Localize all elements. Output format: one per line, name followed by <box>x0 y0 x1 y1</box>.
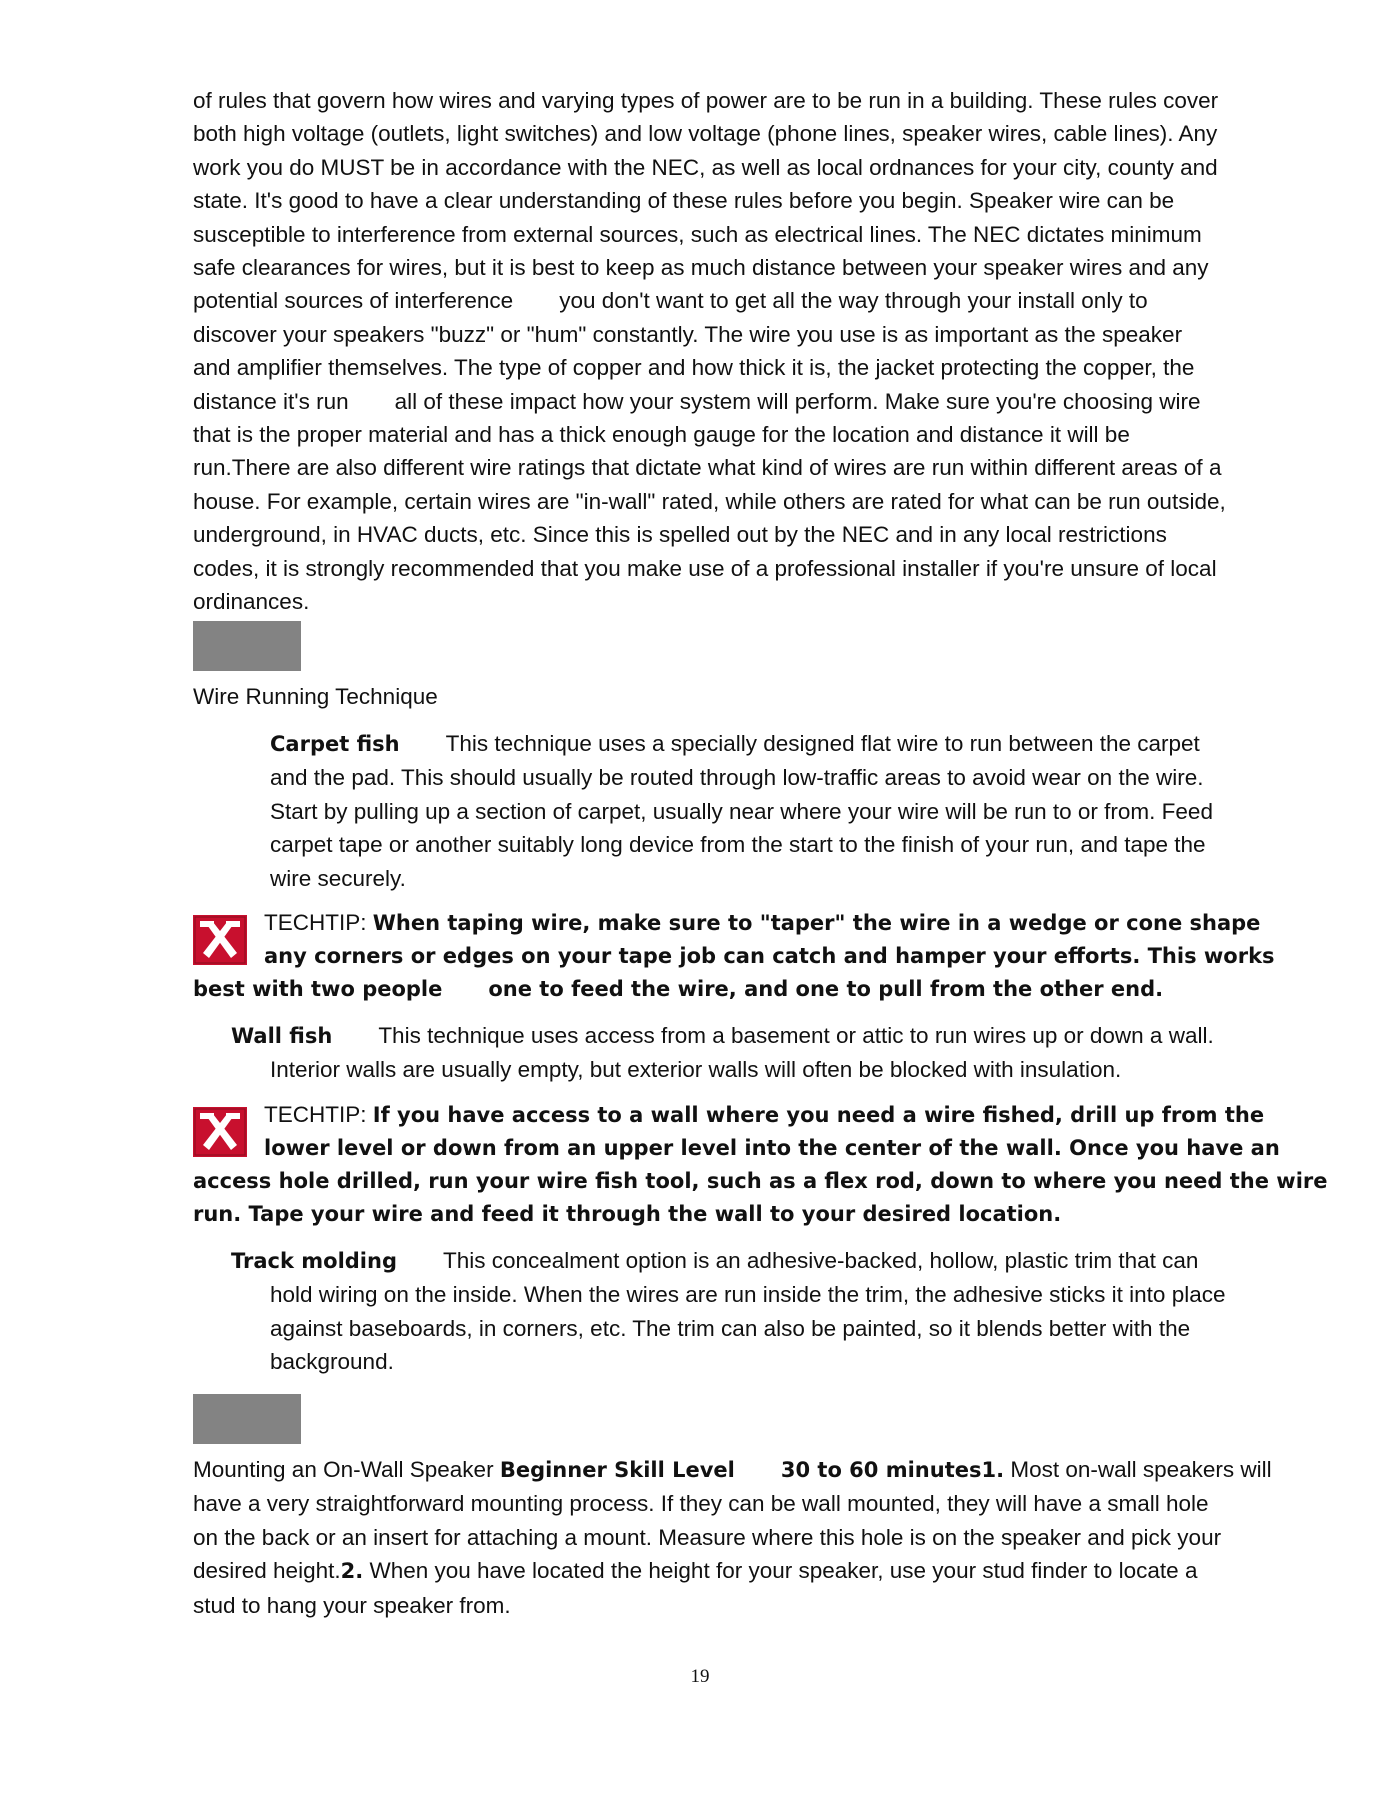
step-text: When you have located the height for your speaker, use your stud finder to locate a <box>363 1558 1198 1584</box>
step-text: desired height. <box>193 1558 341 1584</box>
section-heading: Mounting an On-Wall Speaker <box>193 1457 500 1482</box>
step-line: stud to hang your speaker from. <box>193 1592 511 1618</box>
intro-line: codes, it is strongly recommended that you make use of a professional installer if you're unsure of local <box>193 555 1217 581</box>
intro-text: distance it's run <box>193 388 349 414</box>
intro-line <box>193 385 1226 418</box>
techtip-text: When taping wire, make sure to "taper" the wire in a wedge or cone shape <box>372 911 1261 935</box>
intro-line: state. It's good to have a clear understanding of these rules before you begin. Speaker wire can be <box>193 188 1175 214</box>
step-text: Most on-wall speakers will <box>1004 1457 1272 1482</box>
item-line: carpet tape or another suitably long device from the start to the finish of your run, and tape the <box>270 832 1206 858</box>
techtip-1-continued <box>193 973 1163 1006</box>
techtip-label: TECHTIP: <box>264 910 373 935</box>
intro-line: work you do MUST be in accordance with the NEC, as well as local ordnances for your city, county and <box>193 154 1218 180</box>
mounting-section <box>193 1453 1272 1622</box>
techtip-2 <box>264 1098 1280 1166</box>
item-line: and the pad. This should usually be routed through low-traffic areas to avoid wear on the wire. <box>270 765 1204 791</box>
intro-line: susceptible to interference from external sources, such as electrical lines. The NEC dictates minimum <box>193 221 1202 247</box>
carpet-fish-item <box>270 727 1213 895</box>
item-line: Interior walls are usually empty, but exterior walls will often be blocked with insulation. <box>270 1057 1122 1083</box>
track-molding-item <box>231 1244 1225 1379</box>
item-text: This concealment option is an adhesive-backed, hollow, plastic trim that can <box>443 1248 1199 1273</box>
item-line: Start by pulling up a section of carpet, usually near where your wire will be run to or from. Feed <box>270 798 1213 824</box>
time-estimate: 30 to 60 minutes <box>780 1458 982 1482</box>
techtip-1 <box>264 906 1275 974</box>
step-line: on the back or an insert for attaching a mount. Measure where this hole is on the speaker and pick your <box>193 1524 1222 1550</box>
item-title: Track molding <box>231 1249 397 1273</box>
item-line: against baseboards, in corners, etc. The trim can also be painted, so it blends better with the <box>270 1315 1191 1341</box>
intro-line: and amplifier themselves. The type of copper and how thick it is, the jacket protecting the copper, the <box>193 355 1195 381</box>
item-line: hold wiring on the inside. When the wires are run inside the trim, the adhesive sticks it into place <box>270 1282 1226 1308</box>
techtip-text: one to feed the wire, and one to pull from the other end. <box>488 977 1164 1001</box>
hammer-icon <box>193 915 247 965</box>
techtip-line: access hole drilled, run your wire fish tool, such as a flex rod, down to where you need the wire <box>193 1169 1328 1193</box>
techtip-text: If you have access to a wall where you need a wire fished, drill up from the <box>372 1103 1265 1127</box>
intro-paragraph <box>193 84 1226 619</box>
techtip-line: lower level or down from an upper level into the center of the wall. Once you have an <box>264 1136 1280 1161</box>
item-line: background. <box>270 1349 394 1375</box>
image-placeholder <box>193 1394 301 1444</box>
intro-line: safe clearances for wires, but it is best to keep as much distance between your speaker wires and any <box>193 255 1209 281</box>
image-placeholder <box>193 621 301 671</box>
item-title: Wall fish <box>231 1024 333 1048</box>
techtip-text: best with two people <box>193 977 443 1001</box>
intro-line: both high voltage (outlets, light switches) and low voltage (phone lines, speaker wires, cable lines). Any <box>193 121 1218 147</box>
intro-line: underground, in HVAC ducts, etc. Since this is spelled out by the NEC and in any local restrictions <box>193 522 1167 548</box>
intro-line: discover your speakers "buzz" or "hum" constantly. The wire you use is as important as the speaker <box>193 321 1183 347</box>
intro-line: of rules that govern how wires and varying types of power are to be run in a building. These rules cover <box>193 88 1219 113</box>
step-number: 2. <box>340 1559 364 1584</box>
item-line: wire securely. <box>270 865 406 891</box>
wall-fish-item <box>231 1019 1214 1087</box>
intro-text: you don't want to get all the way through your install only to <box>559 288 1148 314</box>
step-number: 1. <box>981 1458 1005 1482</box>
intro-line: ordinances. <box>193 589 310 615</box>
skill-level: Beginner Skill Level <box>499 1458 735 1482</box>
intro-line: house. For example, certain wires are "in-wall" rated, while others are rated for what can be run outside, <box>193 488 1226 514</box>
item-title: Carpet fish <box>270 732 400 756</box>
intro-text: potential sources of interference <box>193 288 514 314</box>
intro-text: all of these impact how your system will perform. Make sure you're choosing wire <box>394 388 1201 414</box>
hammer-icon <box>193 1107 247 1157</box>
techtip-label: TECHTIP: <box>264 1102 373 1127</box>
techtip-line: any corners or edges on your tape job can catch and hamper your efforts. This works <box>264 944 1275 969</box>
intro-line: run.There are also different wire ratings that dictate what kind of wires are run within different areas of a <box>193 455 1222 481</box>
page-number: 19 <box>690 1666 710 1687</box>
item-text: This technique uses a specially designed flat wire to run between the carpet <box>445 731 1200 756</box>
item-text: This technique uses access from a basement or attic to run wires up or down a wall. <box>378 1023 1214 1048</box>
step-line: have a very straightforward mounting process. If they can be wall mounted, they will have a small hole <box>193 1491 1209 1517</box>
techtip-line: run. Tape your wire and feed it through the wall to your desired location. <box>193 1202 1062 1227</box>
techtip-2-continued <box>193 1165 1328 1232</box>
intro-line <box>193 284 1226 317</box>
section-heading: Wire Running Technique <box>193 684 438 709</box>
intro-line: that is the proper material and has a thick enough gauge for the location and distance it will be <box>193 422 1130 448</box>
